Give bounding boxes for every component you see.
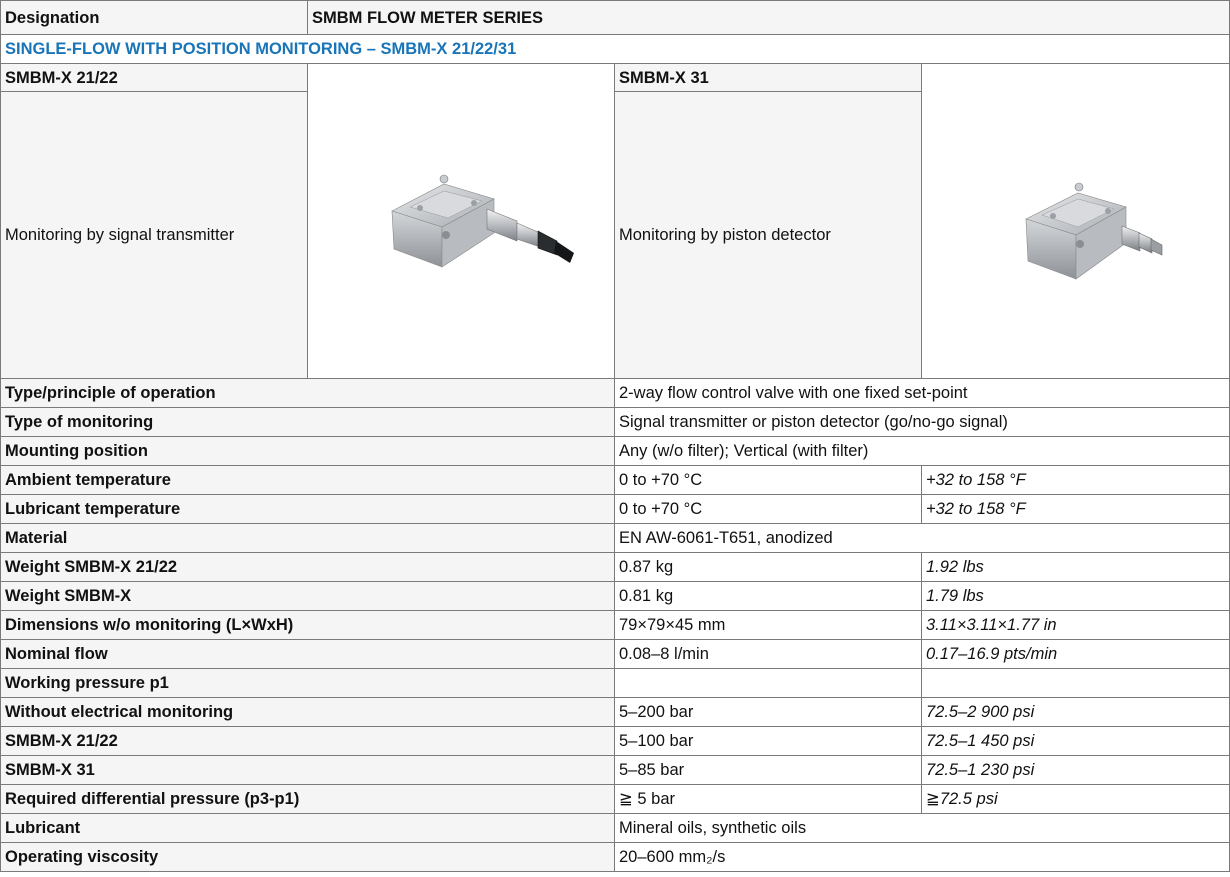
spec-row bbox=[1, 640, 1230, 669]
product-image-left bbox=[308, 64, 615, 379]
spec-value-imperial: +32 to 158 °F bbox=[922, 466, 1230, 495]
spec-value-imperial: 3.11×3.11×1.77 in bbox=[922, 611, 1230, 640]
spec-value-imperial: 1.79 lbs bbox=[922, 582, 1230, 611]
spec-value: 0 to +70 °C bbox=[615, 466, 922, 495]
header-row bbox=[1, 1, 1230, 35]
product-image-right bbox=[922, 64, 1230, 379]
model-name-right: SMBM-X 31 bbox=[615, 64, 922, 92]
spec-row bbox=[1, 553, 1230, 582]
spec-label: Ambient temperature bbox=[1, 466, 615, 495]
spec-value: 2-way flow control valve with one fixed set-point bbox=[615, 379, 1230, 408]
spec-row bbox=[1, 379, 1230, 408]
flow-meter-transmitter-image bbox=[312, 81, 612, 361]
spec-label: Required differential pressure (p3-p1) bbox=[1, 785, 615, 814]
spec-label: Operating viscosity bbox=[1, 843, 615, 872]
spec-label: Mounting position bbox=[1, 437, 615, 466]
spec-label: Weight SMBM-X 21/22 bbox=[1, 553, 615, 582]
model-name-left: SMBM-X 21/22 bbox=[1, 64, 308, 92]
spec-row bbox=[1, 785, 1230, 814]
spec-value: 79×79×45 mm bbox=[615, 611, 922, 640]
spec-value: ≧ 5 bar bbox=[615, 785, 922, 814]
spec-row bbox=[1, 495, 1230, 524]
spec-value: 0.81 kg bbox=[615, 582, 922, 611]
spec-label: Working pressure p1 bbox=[1, 669, 615, 698]
spec-label: Weight SMBM-X bbox=[1, 582, 615, 611]
spec-value: 0 to +70 °C bbox=[615, 495, 922, 524]
spec-row bbox=[1, 727, 1230, 756]
spec-row bbox=[1, 756, 1230, 785]
spec-label: Dimensions w/o monitoring (L×WxH) bbox=[1, 611, 615, 640]
spec-row bbox=[1, 698, 1230, 727]
spec-value-imperial bbox=[922, 669, 1230, 698]
spec-value-imperial: 0.17–16.9 pts/min bbox=[922, 640, 1230, 669]
spec-value-imperial: 72.5–1 450 psi bbox=[922, 727, 1230, 756]
spec-label: SMBM-X 31 bbox=[1, 756, 615, 785]
spec-value: Mineral oils, synthetic oils bbox=[615, 814, 1230, 843]
spec-label: Lubricant temperature bbox=[1, 495, 615, 524]
spec-row bbox=[1, 524, 1230, 553]
spec-value: Any (w/o filter); Vertical (with filter) bbox=[615, 437, 1230, 466]
spec-label: Nominal flow bbox=[1, 640, 615, 669]
spec-value-imperial: 1.92 lbs bbox=[922, 553, 1230, 582]
spec-value: 20–600 mm₂/s bbox=[615, 843, 1230, 872]
model-name-row bbox=[1, 64, 1230, 92]
spec-label: Without electrical monitoring bbox=[1, 698, 615, 727]
spec-row bbox=[1, 669, 1230, 698]
spec-value: EN AW-6061-T651, anodized bbox=[615, 524, 1230, 553]
spec-row bbox=[1, 843, 1230, 872]
spec-label: Type of monitoring bbox=[1, 408, 615, 437]
spec-row bbox=[1, 437, 1230, 466]
spec-value: 0.87 kg bbox=[615, 553, 922, 582]
spec-value bbox=[615, 669, 922, 698]
designation-label: Designation bbox=[1, 1, 308, 35]
series-title: SMBM FLOW METER SERIES bbox=[308, 1, 1230, 35]
spec-value: 5–200 bar bbox=[615, 698, 922, 727]
flow-meter-piston-detector-image bbox=[926, 81, 1226, 361]
spec-label: SMBM-X 21/22 bbox=[1, 727, 615, 756]
spec-row bbox=[1, 582, 1230, 611]
spec-value-imperial: +32 to 158 °F bbox=[922, 495, 1230, 524]
spec-row bbox=[1, 466, 1230, 495]
spec-label: Lubricant bbox=[1, 814, 615, 843]
spec-value-imperial: ≧72.5 psi bbox=[922, 785, 1230, 814]
spec-row bbox=[1, 408, 1230, 437]
model-description-right: Monitoring by piston detector bbox=[615, 92, 922, 379]
spec-value: 0.08–8 l/min bbox=[615, 640, 922, 669]
section-subtitle: SINGLE-FLOW WITH POSITION MONITORING – SMBM-X 21/22/31 bbox=[1, 35, 1230, 64]
spec-label: Type/principle of operation bbox=[1, 379, 615, 408]
spec-value: 5–100 bar bbox=[615, 727, 922, 756]
spec-label: Material bbox=[1, 524, 615, 553]
spec-row bbox=[1, 814, 1230, 843]
spec-value: 5–85 bar bbox=[615, 756, 922, 785]
spec-value: Signal transmitter or piston detector (go/no-go signal) bbox=[615, 408, 1230, 437]
spec-row bbox=[1, 611, 1230, 640]
spec-value-imperial: 72.5–1 230 psi bbox=[922, 756, 1230, 785]
spec-value-imperial: 72.5–2 900 psi bbox=[922, 698, 1230, 727]
model-description-left: Monitoring by signal transmitter bbox=[1, 92, 308, 379]
subtitle-row bbox=[1, 35, 1230, 64]
